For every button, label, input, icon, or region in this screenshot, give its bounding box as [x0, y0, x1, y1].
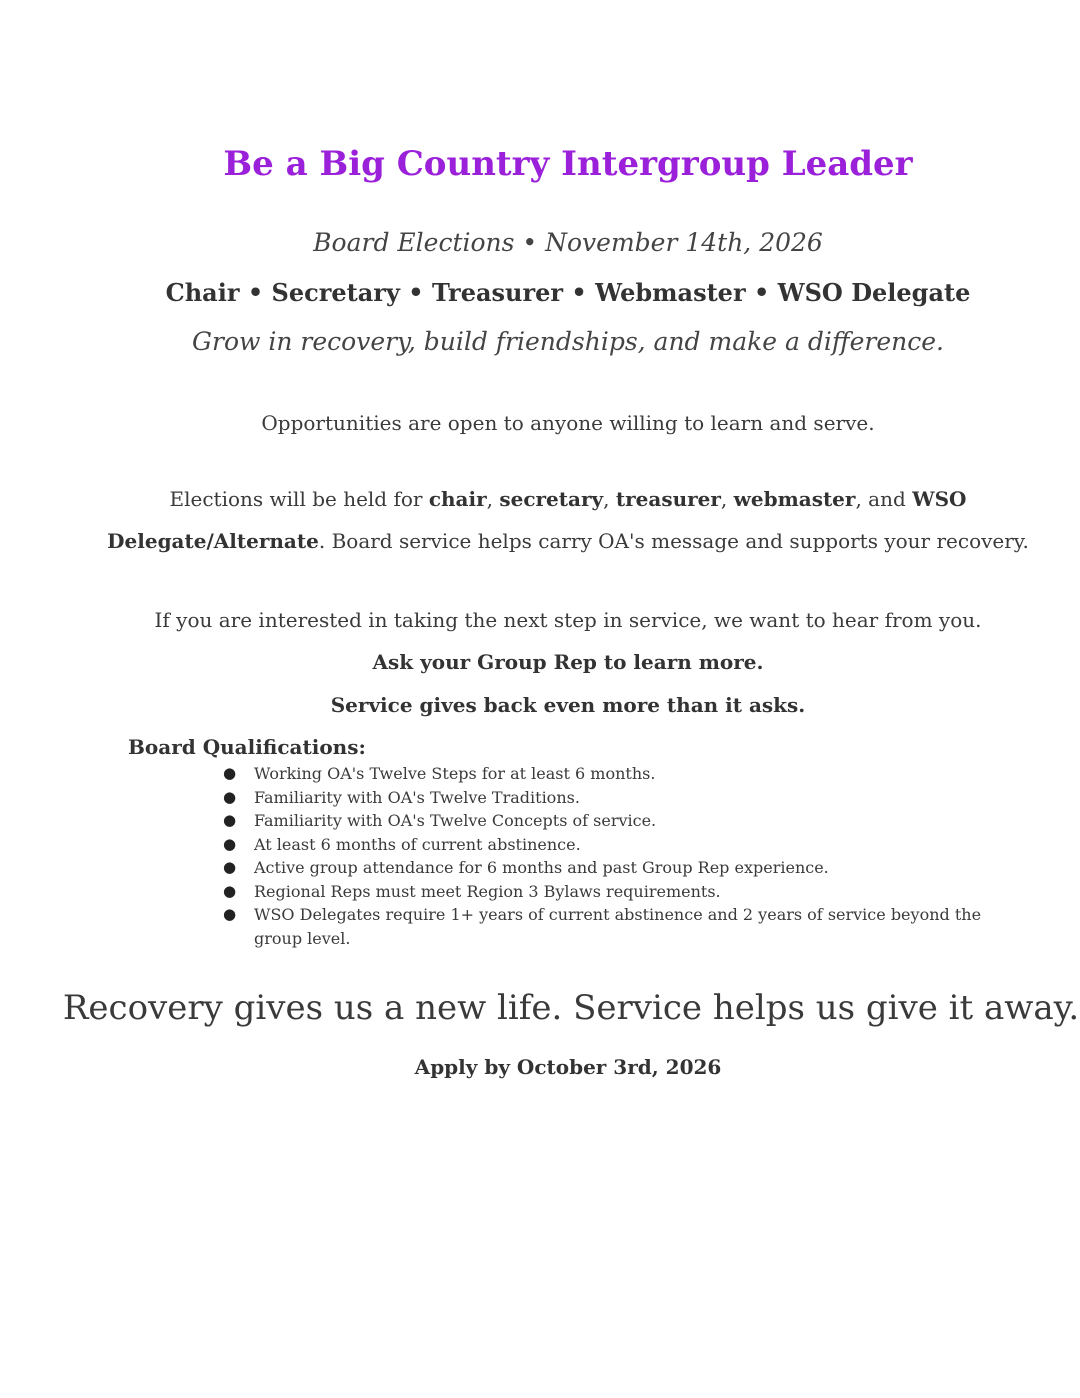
role-wso: WSO	[912, 487, 967, 511]
qualifications-list	[220, 762, 1010, 950]
election-date-line: Board Elections • November 14th, 2026	[313, 228, 823, 257]
separator: , and	[855, 487, 913, 511]
separator: ,	[486, 487, 500, 511]
board-roles-line: Chair • Secretary • Treasurer • Webmaster • WSO Delegate	[165, 278, 971, 307]
role-delegate-alternate: Delegate/Alternate	[107, 529, 319, 553]
list-item	[220, 880, 1010, 904]
list-item-text: At least 6 months of current abstinence.	[254, 834, 581, 854]
interest-text: If you are interested in taking the next step in service, we want to hear from you.	[154, 608, 982, 632]
list-item-text: Familiarity with OA's Twelve Concepts of service.	[254, 811, 657, 830]
opportunities-text: Opportunities are open to anyone willing to learn and serve.	[261, 411, 875, 435]
list-item-text: Regional Reps must meet Region 3 Bylaws requirements.	[254, 881, 721, 901]
bullet-icon: ●	[223, 811, 237, 829]
closing-statement: Recovery gives us a new life. Service helps us give it away.	[62, 988, 1080, 1028]
tagline: Grow in recovery, build friendships, and make a difference.	[192, 327, 944, 356]
elections-rest: . Board service helps carry OA's message and supports your recovery.	[318, 529, 1029, 553]
page-title: Be a Big Country Intergroup Leader	[223, 144, 913, 184]
apply-deadline: Apply by October 3rd, 2026	[414, 1055, 722, 1079]
list-item	[220, 833, 1010, 857]
role-secretary: secretary	[499, 487, 604, 511]
bullet-icon: ●	[223, 787, 237, 806]
separator: ,	[603, 487, 616, 511]
list-item	[220, 762, 1010, 786]
list-item	[220, 856, 1010, 880]
role-chair: chair	[428, 487, 487, 511]
elections-intro: Elections will be held for	[169, 487, 429, 511]
role-webmaster: webmaster	[733, 487, 856, 511]
list-item-text: Active group attendance for 6 months and past Group Rep experience.	[254, 858, 829, 877]
bullet-icon: ●	[223, 905, 237, 923]
service-text: Service gives back even more than it asks.	[330, 693, 806, 717]
role-treasurer: treasurer	[615, 487, 721, 511]
list-item	[220, 903, 1010, 950]
separator: ,	[720, 487, 734, 511]
list-item-text: Working OA's Twelve Steps for at least 6 months.	[254, 764, 656, 783]
list-item-text: Familiarity with OA's Twelve Traditions.	[254, 787, 580, 807]
bullet-icon: ●	[223, 881, 237, 900]
bullet-icon: ●	[223, 834, 237, 853]
list-item	[220, 809, 1010, 833]
bullet-icon: ●	[223, 764, 237, 782]
ask-group-rep-text: Ask your Group Rep to learn more.	[372, 650, 764, 674]
elections-text-line-1	[28, 487, 1080, 511]
list-item	[220, 786, 1010, 810]
list-item-text: WSO Delegates require 1+ years of current abstinence and 2 years of service beyond the group level.	[254, 905, 982, 948]
elections-text-line-2	[28, 529, 1080, 553]
bullet-icon: ●	[223, 858, 237, 876]
qualifications-heading: Board Qualifications:	[128, 735, 366, 759]
